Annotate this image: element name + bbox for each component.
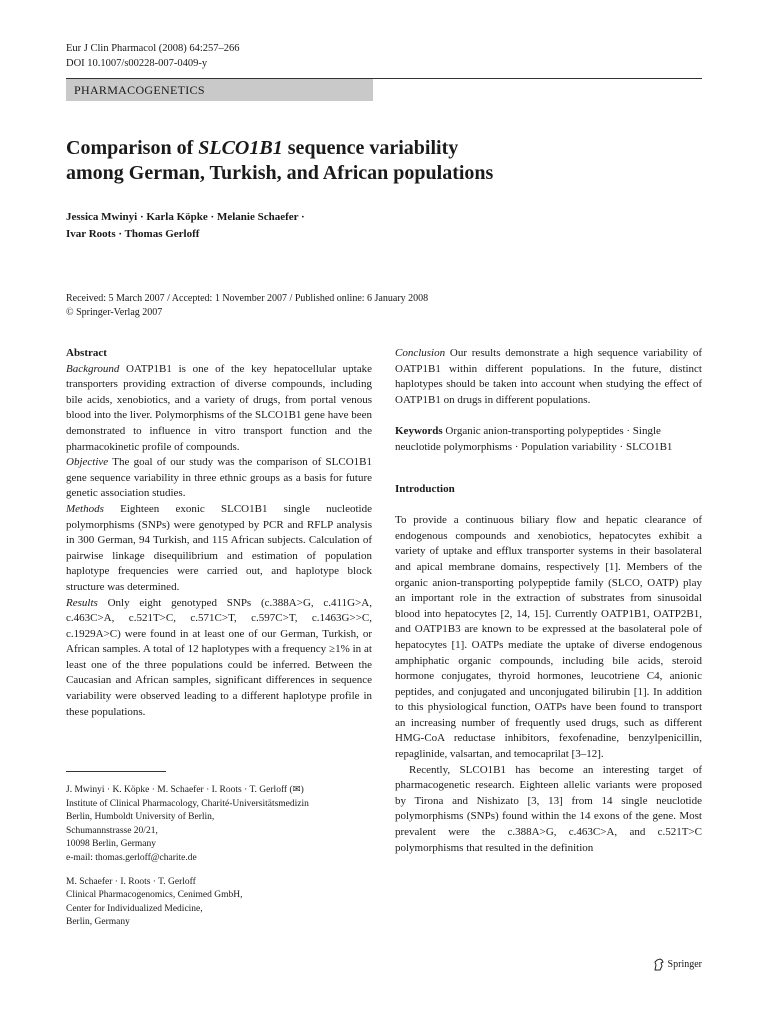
keywords-text: Organic anion-transporting polypeptides · Single neuclotide polymorphisms · Population variability · SLCO1B1 [395, 425, 673, 453]
springer-horse-icon [653, 958, 665, 971]
title-gene: SLCO1B1 [198, 137, 283, 159]
right-column [395, 346, 702, 856]
affiliation-line: Berlin, Germany [66, 917, 130, 928]
abstract-methods [66, 502, 372, 596]
results-text: Only eight genotyped SNPs (c.388A>G, c.411G>A, c.463C>A, c.521T>C, c.571C>T, c.597C>T, c.1463G>>C, c.1929A>C) were found in at least one of our German, Turkish, or African samples. A total of 12 haplotypes with a frequency ≥1% in at least one of the three populations could be inferred. Between the Caucasian and African samples, significant differences in sequence variability were observed leading to a different haplotype profile in these populations. [66, 596, 372, 718]
footnote-rule [66, 771, 166, 772]
title-line2: among German, Turkish, and African populations [66, 162, 494, 184]
article-title [66, 136, 686, 186]
objective-text: The goal of our study was the comparison of SLCO1B1 gene sequence variability in three ethnic groups as a basis for future genetic association studies. [66, 456, 372, 500]
affiliation-block-2 [66, 876, 372, 930]
publisher-name: Springer [667, 959, 702, 970]
publication-dates [66, 292, 428, 320]
author-list [66, 209, 305, 243]
results-label: Results [66, 596, 98, 609]
abstract-heading: Abstract [66, 347, 107, 359]
publisher-logo [653, 958, 702, 971]
left-column [66, 346, 372, 720]
authors-line1: Jessica Mwinyi · Karla Köpke · Melanie Schaefer · [66, 211, 305, 223]
citation: Eur J Clin Pharmacol (2008) 64:257–266 [66, 43, 240, 54]
affiliation-line: Clinical Pharmacogenomics, Cenimed GmbH, [66, 890, 243, 901]
introduction-para-1: To provide a continuous biliary flow and hepatic clearance of endogenous compounds and xenobiotics, hepatocytes exhibit a variety of uptake and efflux transporter systems in their basolateral and apical membrane domains, respectively [1]. Members of the organic anion-transporting polypeptide family (SLCO, OATP) play an important role in the extraction of substrates from sinusoidal blood into hepatocytes [2, 14, 15]. Currently OATP1B1, OATP2B1, and OATP1B3 are known to be expressed at the basolateral pole of hepatocytes [1]. OATPs mediate the uptake of diverse endogenous amphiphatic organic compounds, including bile acids, steroid hormone conjugates, thyroid hormones, leucotriene C4, anionic peptides, and conjugated and unconjugated bilirubin [1]. In addition to this physiological function, OATPs have been found to transport an increasing number of frequently used drugs, such as different HMG-CoA reductase inhibitors, fexofenadine, benzylpenicillin, repaglinide, valsartan, and temocaprilat [3–12]. [395, 514, 702, 761]
methods-label: Methods [66, 502, 104, 515]
abstract-background [66, 362, 372, 456]
affiliation-line: Schumannstrasse 20/21, [66, 825, 158, 836]
objective-label: Objective [66, 456, 109, 469]
methods-text: Eighteen exonic SLCO1B1 single nucleotide polymorphisms (SNPs) were genotyped by PCR and RFLP analysis in 300 German, 94 Turkish, and 115 African subjects. Calculation of pairwise linkage disequilibrium and estimation of population haplotype frequencies were carried out, and haplotype block structure was determined. [66, 502, 372, 593]
abstract-objective [66, 455, 372, 502]
affiliation-block-1 [66, 784, 372, 866]
abstract-results [66, 596, 372, 721]
affiliation-email[interactable]: e-mail: thomas.gerloff@charite.de [66, 852, 197, 863]
background-text: OATP1B1 is one of the key hepatocellular uptake transporters providing extraction of diverse compounds, including bile acids, xenobiotics, and a variety of drugs, from portal venous blood into the liver. Polymorphisms of the SLCO1B1 gene have been demonstrated to influence in vitro transport function and the pharmacokinetic profile of compounds. [66, 362, 372, 453]
affiliations [66, 784, 372, 940]
introduction-heading: Introduction [395, 482, 455, 495]
copyright: © Springer-Verlag 2007 [66, 307, 163, 318]
affiliation-line: Berlin, Humboldt University of Berlin, [66, 812, 215, 823]
conclusion-label: Conclusion [395, 347, 446, 359]
section-label: PHARMACOGENETICS [66, 79, 373, 101]
doi[interactable]: DOI 10.1007/s00228-007-0409-y [66, 58, 208, 69]
title-part1: Comparison of [66, 137, 199, 159]
received-dates: Received: 5 March 2007 / Accepted: 1 November 2007 / Published online: 6 January 2008 [66, 293, 429, 304]
affiliation-line: J. Mwinyi · K. Köpke · M. Schaefer · I. Roots · T. Gerloff (✉) [66, 785, 304, 795]
affiliation-line: M. Schaefer · I. Roots · T. Gerloff [66, 876, 196, 887]
conclusion-text: Our results demonstrate a high sequence variability of OATP1B1 within different populations. In the future, distinct haplotypes should be taken into account when studying the effect of OATP1B1 on drugs in different populations. [395, 347, 702, 406]
abstract-conclusion [395, 346, 702, 408]
background-label: Background [66, 362, 120, 375]
affiliation-line: Center for Individualized Medicine, [66, 903, 203, 914]
journal-header [66, 41, 240, 71]
keywords [395, 424, 702, 455]
keywords-heading: Keywords [395, 425, 443, 438]
introduction-para-2: Recently, SLCO1B1 has become an interesting target of pharmacogenetic research. Eighteen allelic variants were proposed by Tirona and Nishizato [3, 13] from 14 single neuclotide polymorphisms (SNPs) found within the 14 exons of the gene. Most prevalent were the c.388A>G, c.463C>A, and c.521T>C polymorphisms that resulted in the definition [395, 763, 702, 854]
authors-line2: Ivar Roots · Thomas Gerloff [66, 228, 200, 240]
affiliation-line: 10098 Berlin, Germany [66, 839, 156, 850]
title-part2: sequence variability [282, 137, 459, 159]
affiliation-line: Institute of Clinical Pharmacology, Charité-Universitätsmedizin [66, 798, 309, 809]
